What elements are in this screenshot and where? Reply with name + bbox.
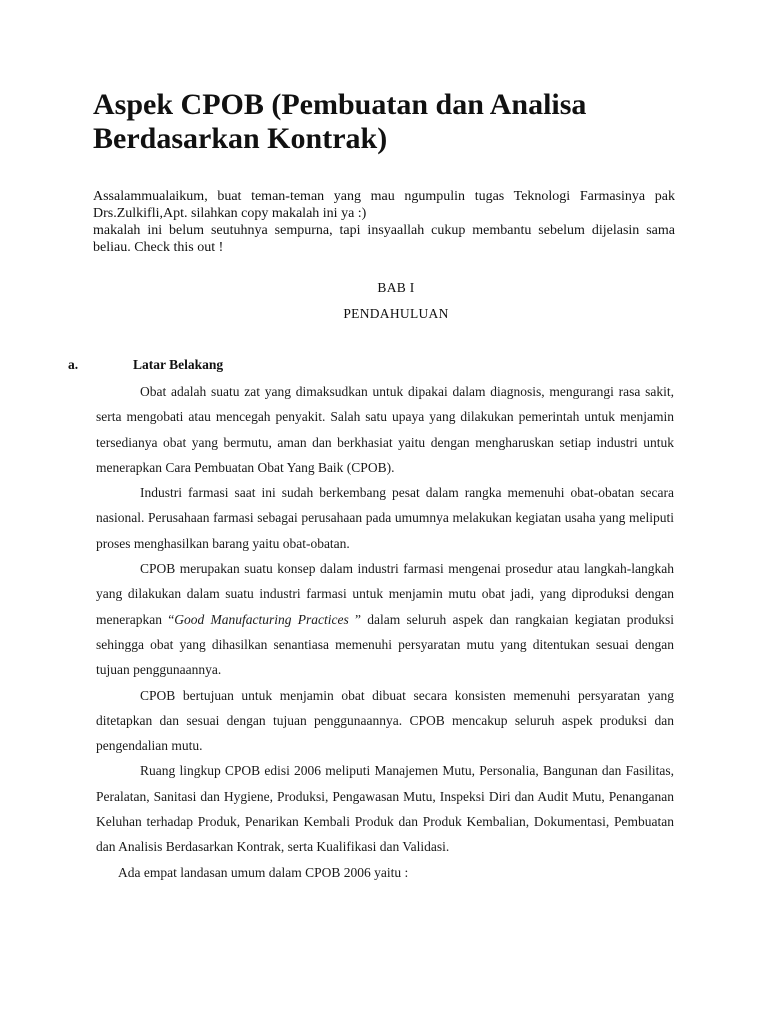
paragraph: Ruang lingkup CPOB edisi 2006 meliputi Manajemen Mutu, Personalia, Bangunan dan Fasilitas, Peralatan, Sanitasi dan Hygiene, Produksi, Pengawasan Mutu, Inspeksi Diri dan Audit Mutu, Penanganan Keluhan terhadap Produk, Penarikan Kembali Produk dan Produk Kembalian, Dokumentasi, Pembuatan dan Analisis Berdasarkan Kontrak, serta Kualifikasi dan Validasi. [96, 763, 674, 855]
paragraph: Obat adalah suatu zat yang dimaksudkan untuk dipakai dalam diagnosis, mengurangi rasa sakit, serta mengobati atau mencegah penyakit. Salah satu upaya yang dilakukan pemerintah untuk menjamin tersedianya obat yang bermutu, aman dan berkhasiat yaitu dengan mengharuskan setiap industri untuk menerapkan Cara Pembuatan Obat Yang Baik (CPOB). [96, 384, 674, 475]
intro-line-1: Assalammualaikum, buat teman-teman yang mau ngumpulin tugas Teknologi Farmasinya pak Drs.Zulkifli,Apt. silahkan copy makalah ini ya :) [93, 189, 675, 221]
paragraph: CPOB bertujuan untuk menjamin obat dibuat secara konsisten memenuhi persyaratan yang ditetapkan dan sesuai dengan tujuan penggunaannya. CPOB mencakup seluruh aspek produksi dan pengendalian mutu. [96, 687, 674, 754]
chapter-title: PENDAHULUAN [343, 306, 449, 321]
chapter-number: BAB I [377, 280, 415, 295]
paragraph [96, 556, 674, 682]
paragraph: Ada empat landasan umum dalam CPOB 2006 yaitu : [118, 864, 409, 880]
section-heading [68, 357, 223, 373]
section-marker: a. [68, 357, 79, 372]
paragraph: Industri farmasi saat ini sudah berkembang pesat dalam rangka memenuhi obat-obatan secara nasional. Perusahaan farmasi sebagai perusahaan pada umumnya melakukan kegiatan usaha yang meliputi proses menghasilkan barang yaitu obat-obatan. [96, 485, 674, 551]
section-title: Latar Belakang [133, 357, 224, 372]
intro-line-2: makalah ini belum seutuhnya sempurna, tapi insyaallah cukup membantu sebelum dijelasin sama beliau. Check this out ! [93, 223, 675, 255]
paragraph-text: CPOB merupakan suatu konsep dalam industri farmasi mengenai prosedur atau langkah-langkah yang dilakukan dalam suatu industri farmasi untuk menjamin mutu obat jadi, yang diproduksi dengan menerapkan “ [96, 561, 674, 627]
paragraph-text: ” dalam seluruh aspek dan rangkaian kegiatan produksi sehingga obat yang dihasilkan senantiasa memenuhi persyaratan mutu yang ditentukan sesuai dengan tujuan penggunaannya. [96, 611, 674, 678]
emphasis-text: Good Manufacturing Practices [174, 611, 349, 627]
intro-note [93, 188, 675, 256]
body-text [96, 379, 674, 885]
document-title: Aspek CPOB (Pembuatan dan Analisa Berdasarkan Kontrak) [93, 88, 587, 155]
